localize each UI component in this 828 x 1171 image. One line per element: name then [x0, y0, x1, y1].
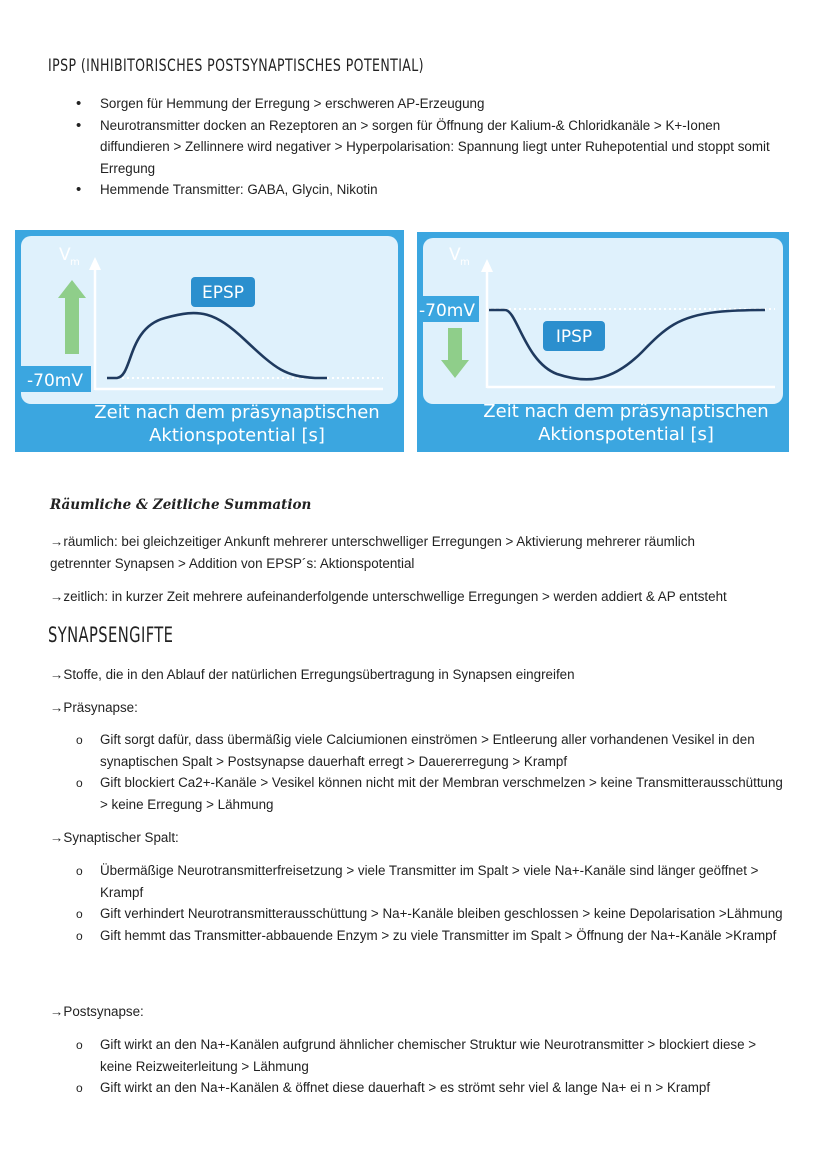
- circle-bullet-icon: [76, 772, 83, 795]
- bullet-icon: [76, 93, 81, 115]
- ipsp-xlabel-line1: Zeit nach dem präsynaptischen: [483, 401, 769, 422]
- summation-spatial-line2: getrennter Synapsen > Addition von EPSP´s: Aktionspotential: [50, 556, 415, 571]
- ipsp-heading: IPSP (INHIBITORISCHES POSTSYNAPTISCHES POTENTIAL): [48, 56, 424, 76]
- ipsp-bullet-list: [100, 93, 790, 201]
- circle-bullet-icon: [76, 903, 83, 926]
- ipsp-curve-label: IPSP: [555, 327, 593, 347]
- epsp-diagram: [15, 230, 404, 452]
- ipsp-figure: [417, 232, 789, 452]
- circle-bullet-icon: [76, 1034, 83, 1057]
- epsp-y-axis-arrow-icon: [89, 257, 101, 270]
- ipsp-curve: [489, 310, 765, 379]
- circle-bullet-icon: [76, 1077, 83, 1100]
- ipsp-down-arrow-icon: [448, 328, 462, 362]
- presynapse-list: [100, 729, 790, 815]
- epsp-curve-label: EPSP: [201, 283, 245, 303]
- cleft-list: [100, 860, 790, 946]
- list-item: • Hemmende Transmitter: GABA, Glycin, Nikotin: [100, 179, 790, 201]
- summation-heading: Räumliche & Zeitliche Summation: [50, 497, 312, 513]
- ipsp-level-label: -70mV: [419, 301, 475, 321]
- list-item: o Gift blockiert Ca2+-Kanäle > Vesikel können nicht mit der Membran verschmelzen > keine Transmitterausschüttung > keine Erregung > Lähmung: [100, 772, 790, 815]
- ipsp-axis-label: V: [449, 245, 461, 265]
- epsp-axis-label: V: [59, 245, 71, 265]
- epsp-up-arrow-icon: [65, 296, 79, 354]
- synapsengifte-heading: SYNAPSENGIFTE: [48, 623, 174, 647]
- list-item: o Gift wirkt an den Na+-Kanälen & öffnet diese dauerhaft > es strömt sehr viel & lange Na+ ei n > Krampf: [100, 1077, 790, 1099]
- bullet-icon: [76, 179, 81, 201]
- circle-bullet-icon: [76, 925, 83, 948]
- epsp-xlabel-line1: Zeit nach dem präsynaptischen: [94, 402, 380, 423]
- cleft-heading: →Synaptischer Spalt:: [50, 830, 179, 845]
- list-item: • Sorgen für Hemmung der Erregung > erschweren AP-Erzeugung: [100, 93, 790, 115]
- summation-spatial-line1: →räumlich: bei gleichzeitiger Ankunft mehrerer unterschwelliger Erregungen > Aktivierung mehrerer räumlich: [50, 534, 695, 549]
- ipsp-axis-subscript: m: [460, 257, 470, 268]
- circle-bullet-icon: [76, 860, 83, 883]
- ipsp-xlabel-line2: Aktionspotential [s]: [538, 424, 714, 445]
- list-item: o Gift hemmt das Transmitter-abbauende Enzym > zu viele Transmitter im Spalt > Öffnung der Na+-Kanäle >Krampf: [100, 925, 790, 947]
- summation-temporal: →zeitlich: in kurzer Zeit mehrere aufeinanderfolgende unterschwellige Erregungen > werden addiert & AP entsteht: [50, 589, 727, 604]
- epsp-curve: [107, 313, 327, 378]
- epsp-figure: [15, 230, 404, 452]
- ipsp-down-arrow-head-icon: [441, 360, 469, 378]
- list-item: o Gift verhindert Neurotransmitterausschüttung > Na+-Kanäle bleiben geschlossen > keine Depolarisation >Lähmung: [100, 903, 790, 925]
- circle-bullet-icon: [76, 729, 83, 752]
- epsp-axis-subscript: m: [70, 257, 80, 268]
- postsynapse-list: [100, 1034, 790, 1099]
- ipsp-diagram: [417, 232, 789, 452]
- epsp-up-arrow-head-icon: [58, 280, 86, 298]
- epsp-level-label: -70mV: [27, 371, 83, 391]
- bullet-icon: [76, 115, 81, 137]
- list-item: o Gift wirkt an den Na+-Kanälen aufgrund ähnlicher chemischer Struktur wie Neurotransmitter > blockiert diese > keine Reizweiterleitung > Lähmung: [100, 1034, 790, 1077]
- epsp-xlabel-line2: Aktionspotential [s]: [149, 425, 325, 446]
- list-item: • Neurotransmitter docken an Rezeptoren an > sorgen für Öffnung der Kalium-& Chloridkanäle > K+-Ionen diffundieren > Zellinnere wird negativer > Hyperpolarisation: Spannung liegt unter Ruhepotential und stoppt somit Erregung: [100, 115, 790, 180]
- presynapse-heading: →Präsynapse:: [50, 700, 138, 715]
- list-item: o Übermäßige Neurotransmitterfreisetzung > viele Transmitter im Spalt > viele Na+-Kanäle sind länger geöffnet > Krampf: [100, 860, 790, 903]
- ipsp-y-axis-arrow-icon: [481, 259, 493, 272]
- list-item: o Gift sorgt dafür, dass übermäßig viele Calciumionen einströmen > Entleerung aller vorhandenen Vesikel in den synaptischen Spalt > Postsynapse dauerhaft erregt > Dauererregung > Krampf: [100, 729, 790, 772]
- synapsengifte-intro: →Stoffe, die in den Ablauf der natürlichen Erregungsübertragung in Synapsen eingreifen: [50, 667, 575, 682]
- postsynapse-heading: →Postsynapse:: [50, 1004, 144, 1019]
